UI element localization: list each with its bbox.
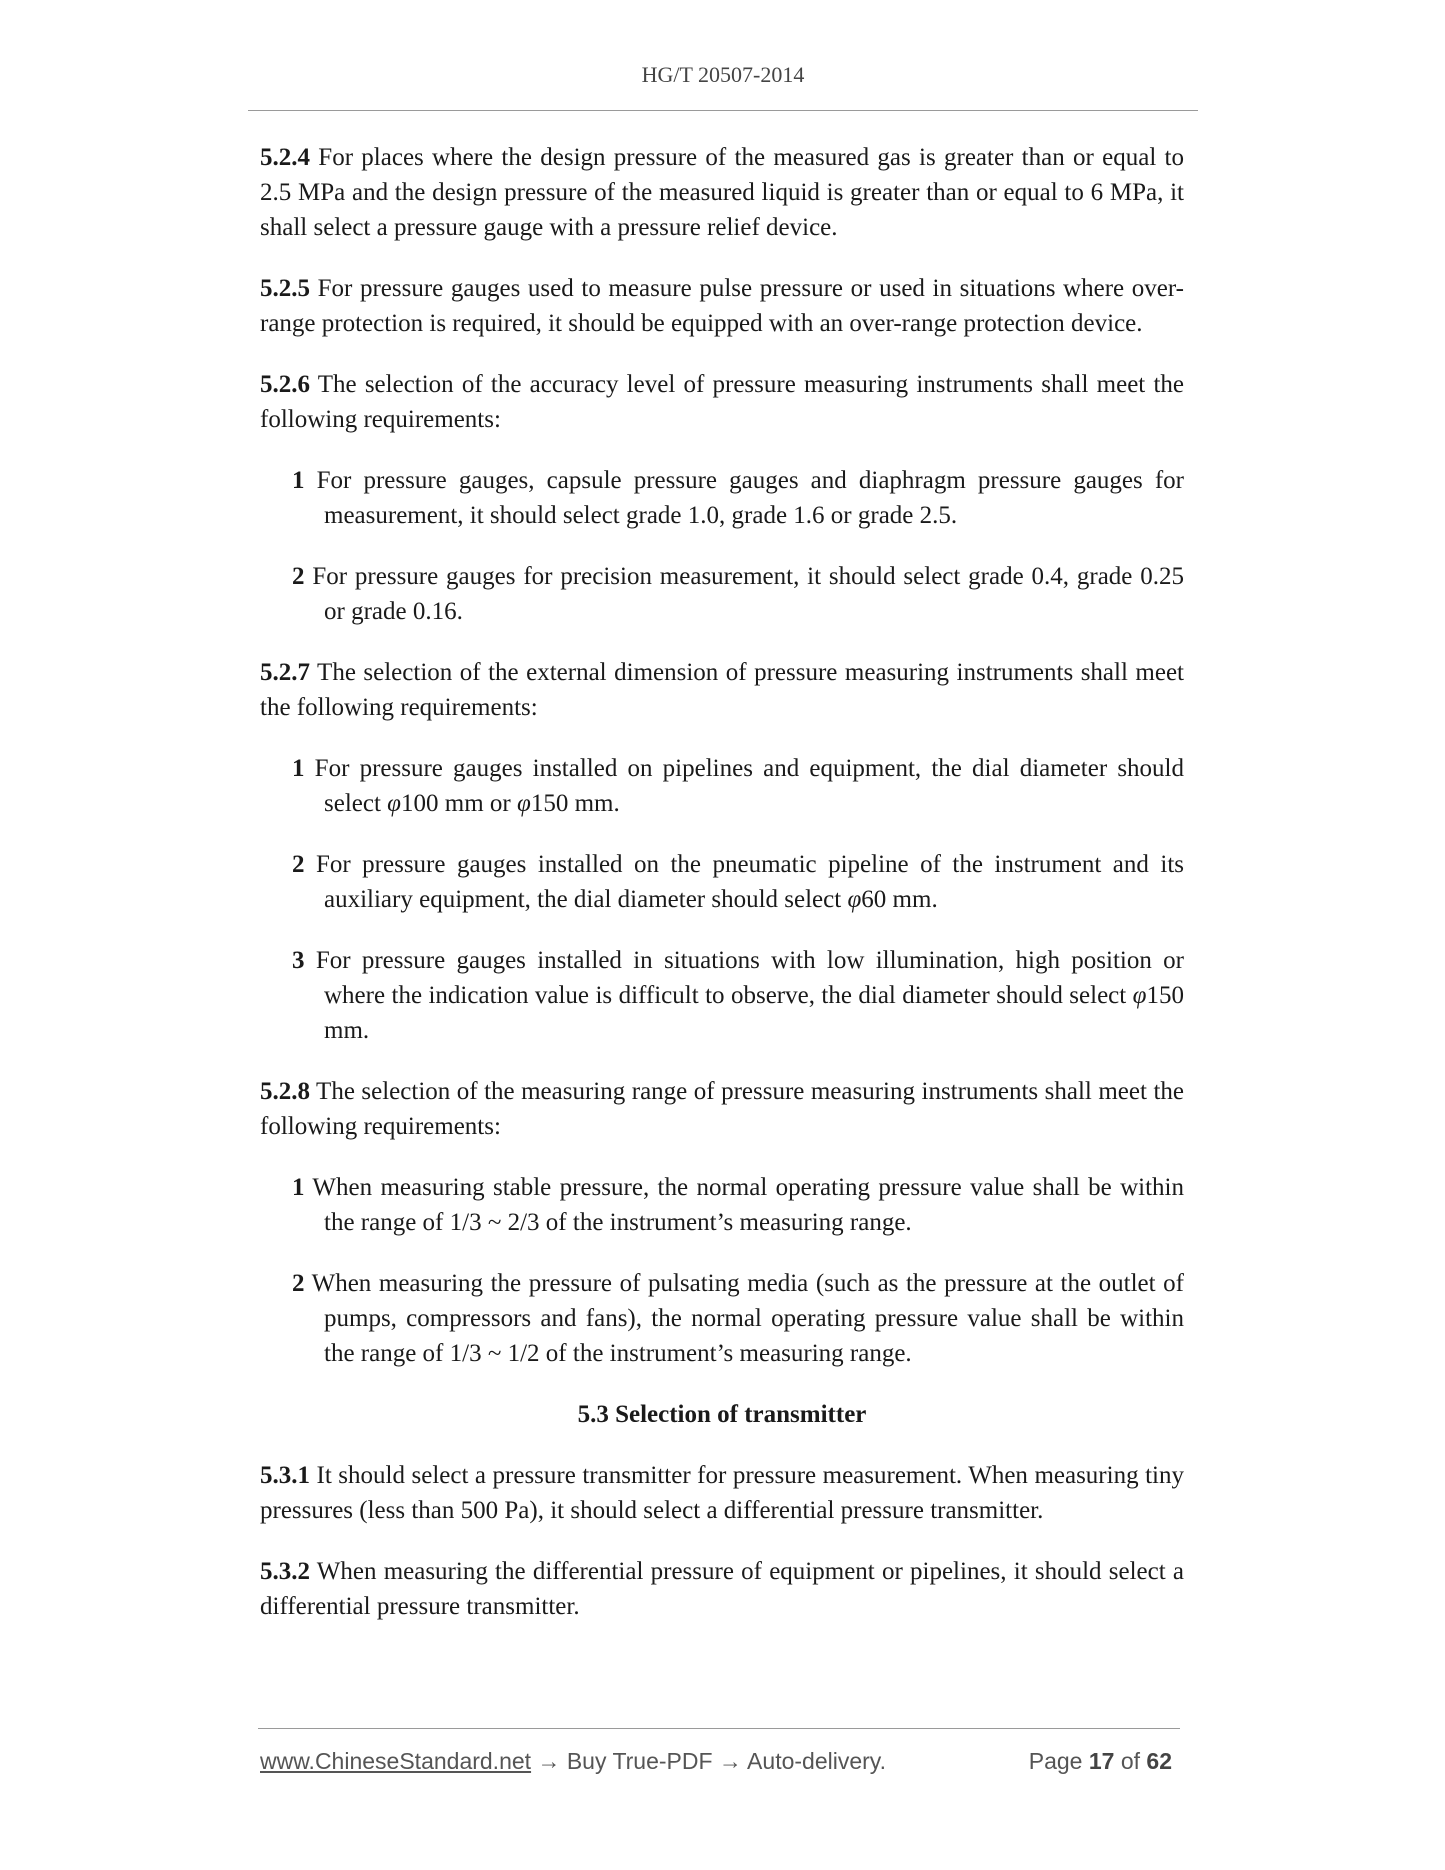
footer-promo <box>260 1748 886 1775</box>
item-text: 60 mm. <box>861 886 938 913</box>
clause-number: 5.2.8 <box>260 1078 310 1105</box>
clause-5-2-5 <box>260 271 1184 341</box>
website-link[interactable]: www.ChineseStandard.net <box>260 1748 532 1774</box>
clause-5-3-2 <box>260 1554 1184 1624</box>
list-item <box>292 1170 1184 1240</box>
phi-symbol: φ <box>847 886 862 913</box>
document-body <box>260 140 1184 1650</box>
clause-text: It should select a pressure transmitter for pressure measurement. When measuring tiny pressures (less than 500 Pa), it should select a differential pressure transmitter. <box>260 1462 1184 1524</box>
list-item <box>292 943 1184 1048</box>
item-text: For pressure gauges installed on the pneumatic pipeline of the instrument and its auxiliary equipment, the dial diameter should select <box>304 851 1184 913</box>
list-item <box>292 1266 1184 1371</box>
clause-text: For places where the design pressure of the measured gas is greater than or equal to 2.5 MPa and the design pressure of the measured liquid is greater than or equal to 6 MPa, it shall select a pressure gauge with a pressure relief device. <box>260 144 1184 241</box>
item-text: 150 mm. <box>530 790 620 817</box>
clause-text: The selection of the accuracy level of pressure measuring instruments shall meet the following requirements: <box>260 371 1184 433</box>
phi-symbol: φ <box>1132 982 1147 1009</box>
item-number: 1 <box>292 467 305 494</box>
list-item <box>292 463 1184 533</box>
section-heading-5-3: 5.3 Selection of transmitter <box>577 1401 867 1428</box>
item-number: 2 <box>292 851 305 878</box>
item-number: 1 <box>292 755 305 782</box>
list-item <box>292 559 1184 629</box>
item-text: For pressure gauges installed on pipelines and equipment, the dial diameter should select <box>304 755 1184 817</box>
item-number: 3 <box>292 947 305 974</box>
page-footer <box>260 1748 1180 1780</box>
clause-text: The selection of the external dimension of pressure measuring instruments shall meet the following requirements: <box>260 659 1184 721</box>
list-item <box>292 751 1184 821</box>
total-pages-number: 62 <box>1146 1748 1172 1774</box>
clause-5-2-6 <box>260 367 1184 437</box>
item-text: 100 mm or <box>401 790 517 817</box>
header-divider <box>248 110 1198 111</box>
footer-promo-text: → Buy True-PDF → Auto-delivery. <box>531 1748 886 1774</box>
of-label: of <box>1114 1748 1147 1774</box>
phi-symbol: φ <box>387 790 402 817</box>
phi-symbol: φ <box>516 790 531 817</box>
footer-divider <box>258 1728 1180 1729</box>
clause-5-3-1 <box>260 1458 1184 1528</box>
clause-5-2-4 <box>260 140 1184 245</box>
clause-5-2-7 <box>260 655 1184 725</box>
clause-number: 5.2.7 <box>260 659 310 686</box>
item-text: 150 mm. <box>324 982 1184 1044</box>
page-header-title: HG/T 20507-2014 <box>641 62 805 87</box>
item-text: For pressure gauges installed in situations with low illumination, high position or where the indication value is difficult to observe, the dial diameter should select <box>304 947 1184 1009</box>
clause-number: 5.3.2 <box>260 1558 310 1585</box>
clause-5-2-8 <box>260 1074 1184 1144</box>
page-indicator <box>1029 1748 1172 1775</box>
item-number: 2 <box>292 563 305 590</box>
clause-number: 5.2.6 <box>260 371 310 398</box>
item-text: When measuring the pressure of pulsating media (such as the pressure at the outlet of pumps, compressors and fans), the normal operating pressure value shall be within the range of 1/3 ~ 1/2 of the instrument’s measuring range. <box>304 1270 1184 1367</box>
clause-text: For pressure gauges used to measure pulse pressure or used in situations where over-range protection is required, it should be equipped with an over-range protection device. <box>260 275 1184 337</box>
current-page-number: 17 <box>1088 1748 1115 1774</box>
list-item <box>292 847 1184 917</box>
clause-number: 5.3.1 <box>260 1462 310 1489</box>
clause-number: 5.2.5 <box>260 275 310 302</box>
page-label: Page <box>1028 1748 1089 1774</box>
item-text: When measuring stable pressure, the normal operating pressure value shall be within the range of 1/3 ~ 2/3 of the instrument’s measuring range. <box>304 1174 1184 1236</box>
item-number: 1 <box>292 1174 305 1201</box>
clause-text: When measuring the differential pressure of equipment or pipelines, it should select a differential pressure transmitter. <box>260 1558 1184 1620</box>
clause-number: 5.2.4 <box>260 144 310 171</box>
clause-text: The selection of the measuring range of pressure measuring instruments shall meet the following requirements: <box>260 1078 1184 1140</box>
item-text: For pressure gauges, capsule pressure gauges and diaphragm pressure gauges for measurement, it should select grade 1.0, grade 1.6 or grade 2.5. <box>304 467 1184 529</box>
item-text: For pressure gauges for precision measurement, it should select grade 0.4, grade 0.25 or grade 0.16. <box>304 563 1184 625</box>
item-number: 2 <box>292 1270 305 1297</box>
